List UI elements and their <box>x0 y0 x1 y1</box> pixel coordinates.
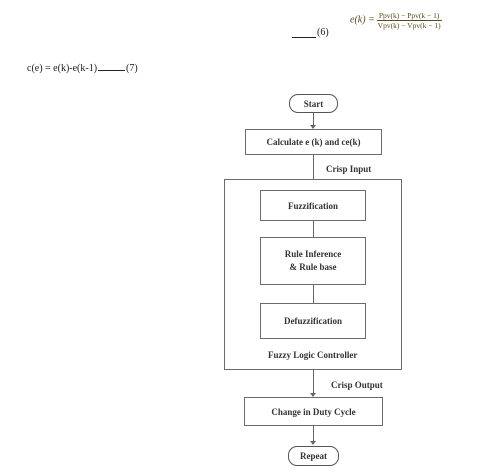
eq7-number: (7) <box>126 63 138 74</box>
defuzzification-node <box>260 303 366 339</box>
repeat-node <box>288 446 339 466</box>
calculate-label: Calculate e (k) and ce(k) <box>266 137 361 147</box>
eq7-blank <box>98 62 125 71</box>
eq6-formula <box>350 11 442 31</box>
change-duty-cycle-label: Change in Duty Cycle <box>271 406 356 417</box>
crisp-output-label: Crisp Output <box>331 380 383 390</box>
connector-flc-change <box>313 370 314 394</box>
start-node <box>289 94 338 113</box>
crisp-input-label: Crisp Input <box>326 164 372 174</box>
connector-calc-flc <box>313 155 314 179</box>
change-duty-cycle-node <box>244 397 383 426</box>
rule-inference-node <box>260 237 366 285</box>
connector-change-repeat <box>313 426 314 442</box>
connector-rule-defuzz <box>313 285 314 303</box>
eq6-lhs: e(k) = <box>350 14 375 26</box>
eq7-line <box>27 62 138 74</box>
fuzzification-node <box>260 190 366 221</box>
fuzzy-logic-controller-label: Fuzzy Logic Controller <box>268 350 358 360</box>
repeat-label: Repeat <box>300 451 327 461</box>
calculate-node <box>245 129 382 155</box>
eq6-numerator: Ppv(k) − Ppv(k − 1) <box>377 11 442 21</box>
eq6-denominator: Vpv(k) − Vpv(k − 1) <box>377 21 441 31</box>
rule-inference-line2: & Rule base <box>289 262 337 272</box>
eq6-blank-line <box>292 37 316 38</box>
defuzzification-label: Defuzzification <box>284 316 342 326</box>
connector-fuzz-rule <box>313 221 314 237</box>
eq6-number: (6) <box>317 27 329 38</box>
eq6-fraction <box>377 11 442 31</box>
rule-inference-line1: Rule Inference <box>284 248 342 259</box>
fuzzification-label: Fuzzification <box>288 200 338 211</box>
start-label: Start <box>303 98 324 109</box>
eq7-text: c(e) = e(k)-e(k-1) <box>27 63 98 74</box>
arrow-to-repeat <box>310 441 316 445</box>
